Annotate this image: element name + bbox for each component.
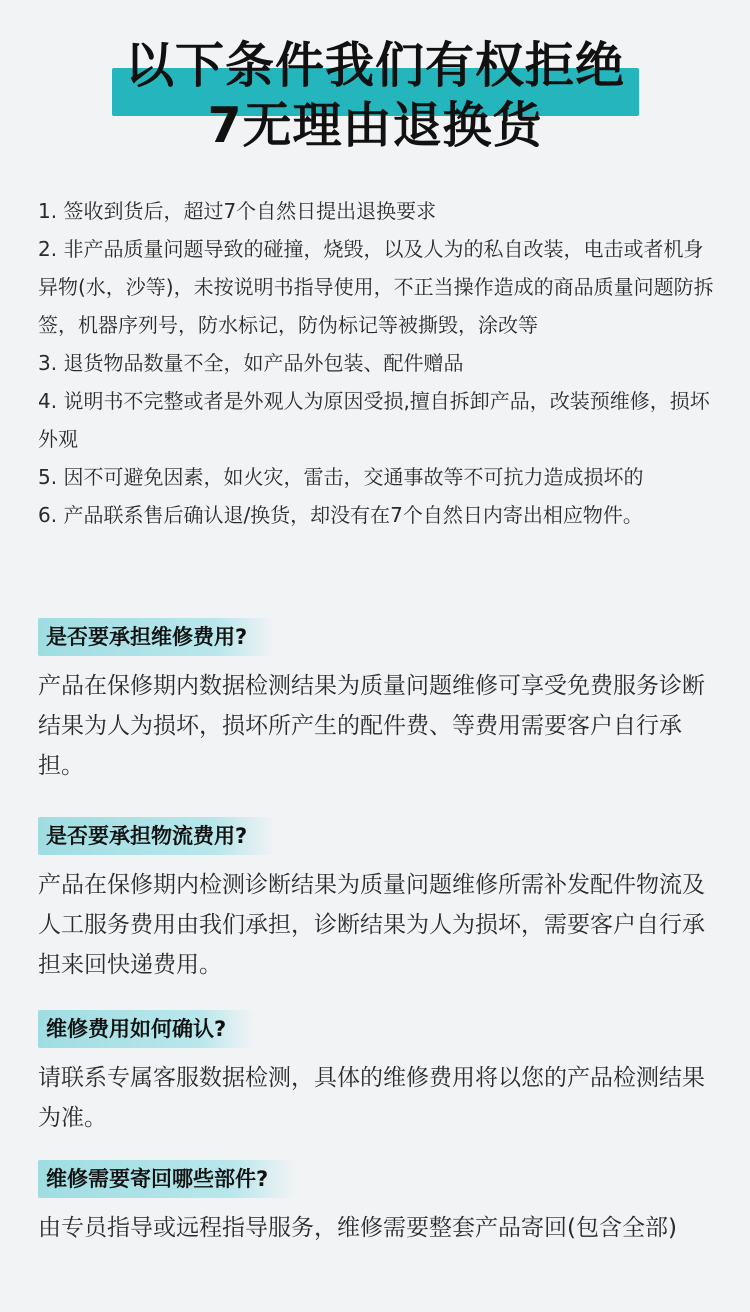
page-title <box>0 38 750 168</box>
condition-item: 1. 签收到货后，超过7个自然日提出退换要求 <box>38 199 437 223</box>
faq-section-repair-cost <box>38 618 714 786</box>
title-line-1: 以下条件我们有权拒绝 <box>124 37 625 94</box>
faq-answer: 产品在保修期内数据检测结果为质量问题维修可享受免费服务诊断结果为人为损坏，损坏所产生的配件费、等费用需要客户自行承担。 <box>38 673 705 779</box>
faq-question: 是否要承担物流费用? <box>38 817 275 855</box>
faq-answer: 请联系专属客服数据检测，具体的维修费用将以您的产品检测结果为准。 <box>38 1065 705 1131</box>
faq-question: 维修需要寄回哪些部件? <box>38 1160 296 1198</box>
faq-question: 是否要承担维修费用? <box>38 618 275 656</box>
faq-section-shipping-cost <box>38 817 714 985</box>
condition-item: 5. 因不可避免因素，如火灾，雷击，交通事故等不可抗力造成损坏的 <box>38 465 644 489</box>
condition-item: 4. 说明书不完整或者是外观人为原因受损,擅自拆卸产品，改装预维修，损坏外观 <box>38 389 710 451</box>
faq-answer: 由专员指导或远程指导服务，维修需要整套产品寄回(包含全部) <box>38 1215 677 1241</box>
condition-item: 6. 产品联系售后确认退/换货，却没有在7个自然日内寄出相应物件。 <box>38 503 643 527</box>
title-line-2: 7无理由退换货 <box>207 97 543 154</box>
faq-answer: 产品在保修期内检测诊断结果为质量问题维修所需补发配件物流及人工服务费用由我们承担，诊断结果为人为损坏，需要客户自行承担来回快递费用。 <box>38 872 705 978</box>
faq-section-cost-confirmation <box>38 1010 714 1138</box>
refusal-conditions-list <box>38 192 714 534</box>
faq-section-parts-to-return <box>38 1160 714 1248</box>
condition-item: 2. 非产品质量问题导致的碰撞，烧毁，以及人为的私自改装，电击或者机身异物(水，沙等)，未按说明书指导使用，不正当操作造成的商品质量问题防拆签，机器序列号，防水标记，防伪标记等被撕毁，涂改等 <box>38 237 714 337</box>
condition-item: 3. 退货物品数量不全，如产品外包装、配件赠品 <box>38 351 464 375</box>
faq-question: 维修费用如何确认? <box>38 1010 254 1048</box>
